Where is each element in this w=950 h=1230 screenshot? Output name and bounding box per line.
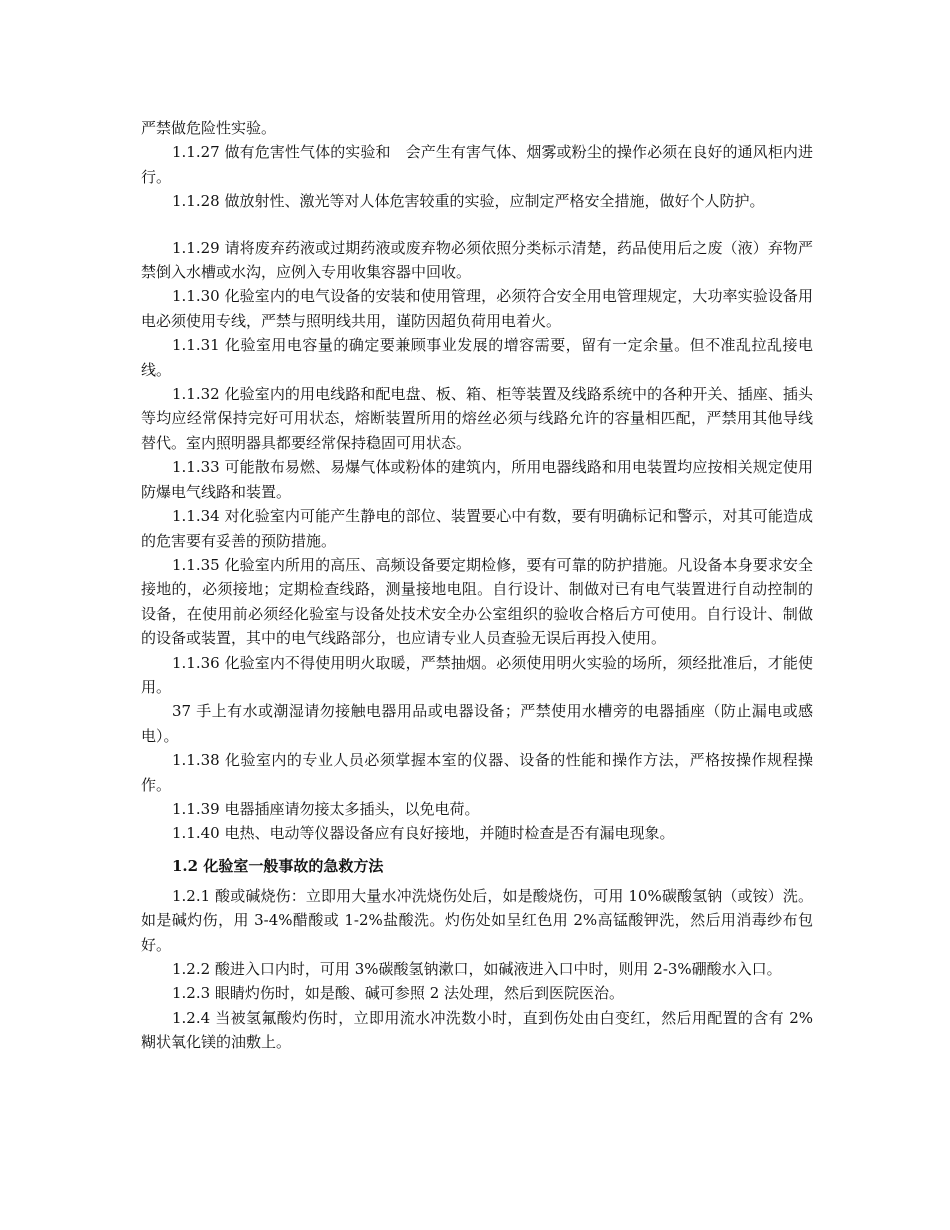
paragraph-1-1-28: 1.1.28 做放射性、激光等对人体危害较重的实验，应制定严格安全措施，做好个人防护。	[172, 192, 765, 211]
paragraph-1-1-29: 1.1.29 请将废弃药液或过期药液或废弃物必须依照分类标示清楚，药品使用后之废（液）弃物严禁倒入水槽或水沟，应例入专用收集容器中回收。	[141, 238, 813, 282]
paragraph-1-1-38: 1.1.38 化验室内的专业人员必须掌握本室的仪器、设备的性能和操作方法，严格按操作规程操作。	[141, 751, 813, 794]
paragraph-1-1-31: 1.1.31 化验室用电容量的确定要兼顾事业发展的增容需要，留有一定余量。但不准乱拉乱接电线。	[141, 336, 813, 379]
paragraph-1-1-40: 1.1.40 电热、电动等仪器设备应有良好接地，并随时检查是否有漏电现象。	[172, 824, 675, 843]
paragraph-1-1-35: 1.1.35 化验室内所用的高压、高频设备要定期检修，要有可靠的防护措施。凡设备本身要求安全接地的，必须接地；定期检查线路，测量接地电阻。自行设计、制做对已有电气装置进行自动控制的设备，在使用前必须经化验室与设备处技术安全办公室组织的验收合格后方可使用。自行设计、制做的设备或装置，其中的电气线路部分，也应请专业人员查验无误后再投入使用。	[141, 555, 813, 648]
paragraph-1-2-4: 1.2.4 当被氢氟酸灼伤时，立即用流水冲洗数小时，直到伤处由白变红，然后用配置的含有 2%糊状氧化镁的油敷上。	[141, 1008, 813, 1052]
paragraph-1-1-30: 1.1.30 化验室内的电气设备的安装和使用管理，必须符合安全用电管理规定，大功率实验设备用电必须使用专线，严禁与照明线共用，谨防因超负荷用电着火。	[141, 287, 813, 330]
paragraph-continuation: 严禁做危险性实验。	[141, 119, 277, 137]
paragraph-1-1-34: 1.1.34 对化验室内可能产生静电的部位、装置要心中有数，要有明确标记和警示，对其可能造成的危害要有妥善的预防措施。	[141, 507, 813, 550]
paragraph-1-1-32: 1.1.32 化验室内的用电线路和配电盘、板、箱、柜等装置及线路系统中的各种开关、插座、插头等均应经常保持完好可用状态，熔断装置所用的熔丝必须与线路允许的容量相匹配，严禁用其他导线替代。室内照明器具都要经常保持稳固可用状态。	[141, 385, 813, 452]
paragraph-1-2-3: 1.2.3 眼睛灼伤时，如是酸、碱可参照 2 法处理，然后到医院医治。	[172, 984, 625, 1003]
paragraph-1-2-1: 1.2.1 酸或碱烧伤：立即用大量水冲洗烧伤处后，如是酸烧伤，可用 10%碳酸氢钠（或铵）洗。如是碱灼伤，用 3-4%醋酸或 1-2%盐酸洗。灼伤处如呈红色用 2%高锰酸钾洗，然后用消毒纱布包好。	[141, 886, 813, 954]
paragraph-1-2-2: 1.2.2 酸进入口内时，可用 3%碳酸氢钠漱口，如碱液进入口中时，则用 2-3%硼酸水入口。	[172, 960, 782, 978]
paragraph-37: 37 手上有水或潮湿请勿接触电器用品或电器设备；严禁使用水槽旁的电器插座（防止漏电或感电）。	[141, 702, 813, 745]
paragraph-1-1-36: 1.1.36 化验室内不得使用明火取暖，严禁抽烟。必须使用明火实验的场所，须经批准后，才能使用。	[141, 653, 813, 696]
paragraph-1-1-33: 1.1.33 可能散布易燃、易爆气体或粉体的建筑内，所用电器线路和用电装置均应按相关规定使用防爆电气线路和装置。	[141, 458, 813, 501]
paragraph-1-1-39: 1.1.39 电器插座请勿接太多插头，以免电荷。	[172, 799, 480, 818]
section-heading-1-2: 1.2 化验室一般事故的急救方法	[172, 856, 384, 875]
document-page	[141, 116, 813, 1055]
paragraph-1-1-27: 1.1.27 做有危害性气体的实验和 会产生有害气体、烟雾或粉尘的操作必须在良好的通风柜内进行。	[141, 143, 813, 186]
